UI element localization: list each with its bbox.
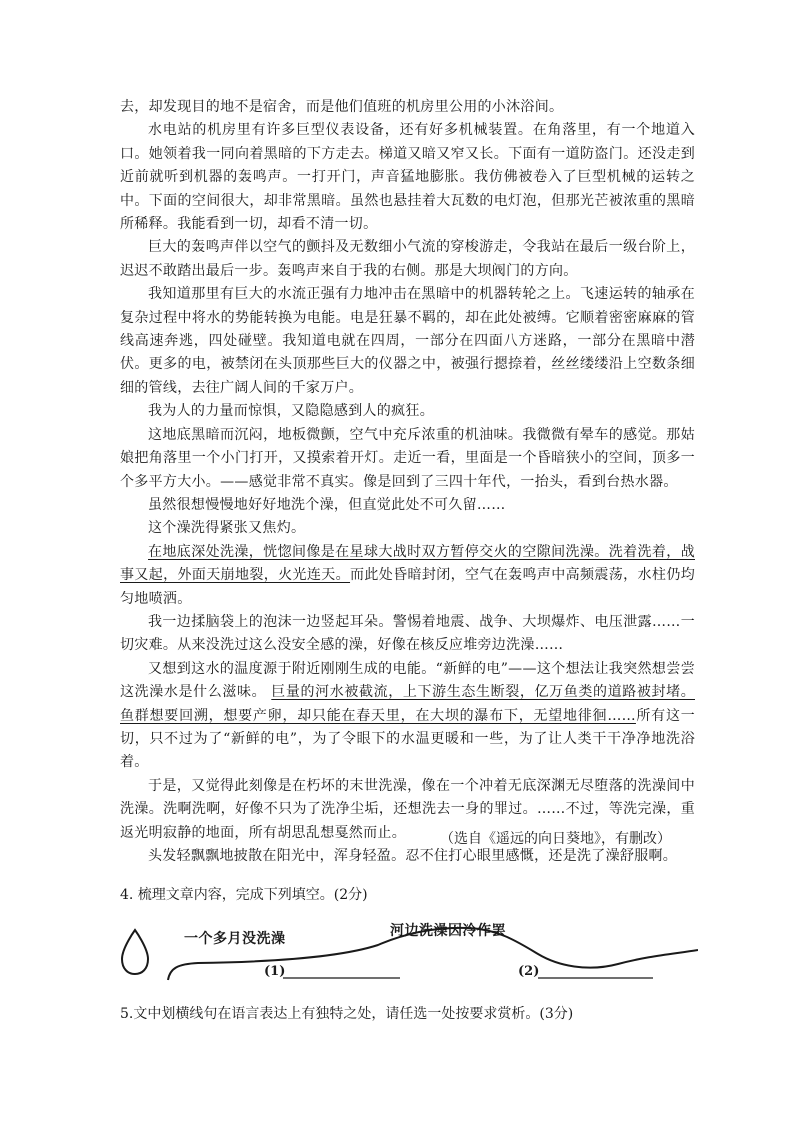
paragraph-11-end: 所有这一切，只不过为了“新鲜的电”，为了令眼下的水温更暖和一些，为了让人类干干净净地洗浴着。 bbox=[120, 707, 696, 771]
label-river-bath: 河边洗澡因冷作罢 bbox=[390, 923, 506, 939]
paragraph-4: 我知道那里有巨大的水流正强有力地冲击在黑暗中的机器转轮之上。飞速运转的轴承在复杂过程中将水的势能转换为电能。电是狂暴不羁的，却在此处被缚。它顺着密密麻麻的管线高速奔逃，四处碰壁。我知道电就在四周，一部分在四面八方迷路，一部分在黑暗中潜伏。更多的电，被禁闭在头顶那些巨大的仪器之中，被强行摁捺着，丝丝缕缕沿上空数条细细的管线，去往广阔人间的千家万户。 bbox=[120, 286, 695, 396]
underlined-sentence-2: 巨量的河水被截流，上下游生态生断裂，亿万鱼类的道路被封堵。鱼群想要回溯，想要产卵，却只能在春天里，在大坝的瀑布下，无望地徘徊…… bbox=[120, 684, 695, 724]
blank-1-number: (1) bbox=[264, 964, 286, 979]
paragraph-11 bbox=[120, 658, 695, 775]
label-no-bath: 一个多月没洗澡 bbox=[184, 931, 286, 947]
paragraph-9 bbox=[120, 541, 695, 611]
underlined-sentence-1: 在地底深处洗澡，恍惚间像是在星球大战时双方暂停交火的空隙间洗澡。洗着洗着，战事又起，外面天崩地裂，火光连天。 bbox=[120, 543, 695, 584]
paragraph-12: 于是，又觉得此刻像是在朽坏的末世洗澡，像在一个冲着无底深渊无尽堕落的洗澡间中洗澡。洗啊洗啊，好像不只为了洗净尘垢，还想洗去一身的罪过。……不过，等洗完澡，重返光明寂静的地面，所有胡思乱想戛然而止。 bbox=[120, 777, 695, 841]
plot-diagram bbox=[118, 912, 698, 992]
paragraph-7: 虽然很想慢慢地好好地洗个澡，但直觉此处不可久留…… bbox=[148, 496, 506, 513]
paragraph-11-start: 又想到这水的温度源于附近刚刚生成的电能。“新鲜的电”——这个想法让我突然想尝尝这洗澡水是什么滋味。 bbox=[120, 660, 695, 701]
paragraph-10: 我一边揉脑袋上的泡沫一边竖起耳朵。警惕着地震、战争、大坝爆炸、电压泄露……一切灾难。从来没洗过这么没安全感的澡，好像在核反应堆旁边洗澡…… bbox=[120, 613, 695, 654]
water-drop-icon bbox=[122, 930, 148, 974]
question-4-prompt: 4. 梳理文章内容，完成下列填空。(2分) bbox=[120, 887, 368, 903]
paragraph-8: 这个澡洗得紧张又焦灼。 bbox=[148, 520, 306, 537]
blank-2-number: (2) bbox=[518, 964, 540, 979]
paragraph-6: 这地底黑暗而沉闷，地板微颤，空气中充斥浓重的机油味。我微微有晕车的感觉。那姑娘把角落里一个小门打开，又摸索着开灯。走近一看，里面是一个昏暗狭小的空间，顶多一个多平方大小。——感觉非常不真实。像是回到了三四十年代，一抬头，看到台热水器。 bbox=[120, 426, 695, 490]
reading-passage bbox=[120, 96, 695, 868]
paragraph-3: 巨大的轰鸣声伴以空气的颤抖及无数细小气流的穿梭游走，令我站在最后一级台阶上，迟迟不敢踏出最后一步。轰鸣声来自于我的右侧。那是大坝阀门的方向。 bbox=[120, 239, 695, 279]
paragraph-9-rest: 而此处昏暗封闭，空气在轰鸣声中高频震荡，水柱仍均匀地喷洒。 bbox=[120, 567, 695, 607]
source-citation: （选自《遥远的向日葵地》，有删改） bbox=[440, 831, 671, 847]
paragraph-1: 去，却发现目的地不是宿舍，而是他们值班的机房里公用的小沐浴间。 bbox=[120, 99, 564, 115]
paragraph-13: 头发轻飘飘地披散在阳光中，浑身轻盈。忍不住打心眼里感慨，还是洗了澡舒服啊。 bbox=[148, 848, 678, 864]
question-5-prompt: 5.文中划横线句在语言表达上有独特之处，请任选一处按要求赏析。(3分) bbox=[120, 1006, 574, 1022]
paragraph-5: 我为人的力量而惊惧，又隐隐感到人的疯狂。 bbox=[148, 403, 434, 420]
paragraph-2: 水电站的机房里有许多巨型仪表设备，还有好多机械装置。在角落里，有一个地道入口。她领着我一同向着黑暗的下方走去。梯道又暗又窄又长。下面有一道防盗门。还没走到近前就听到机器的轰鸣声。一打开门，声音猛地膨胀。我仿佛被卷入了巨型机械的运转之中。下面的空间很大，却非常黑暗。虽然也悬挂着大瓦数的电灯泡，但那光芒被浓重的黑暗所稀释。我能看到一切，却看不清一切。 bbox=[120, 122, 695, 233]
